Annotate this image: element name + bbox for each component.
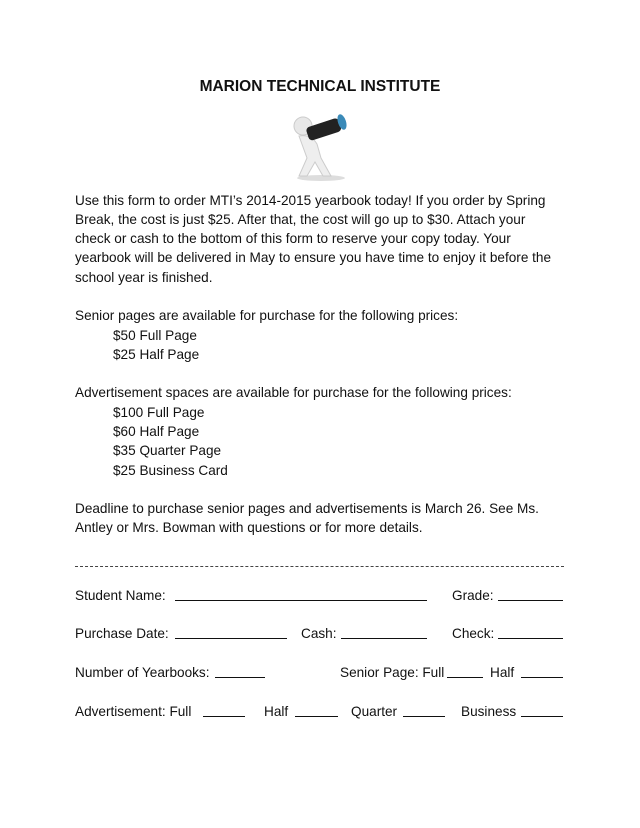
ad-price: $25 Business Card	[113, 463, 228, 478]
ad-price: $35 Quarter Page	[113, 443, 222, 458]
page-title: MARION TECHNICAL INSTITUTE	[199, 78, 441, 95]
grade-field[interactable]	[498, 586, 563, 601]
ad-quarter-field[interactable]	[403, 702, 445, 717]
cut-line	[75, 566, 564, 567]
intro-line: Break, the cost is just $25. After that, the cost will go up to $30. Attach your	[75, 212, 526, 227]
ad-business-label: Business	[461, 704, 517, 719]
deadline-line: Deadline to purchase senior pages and advertisements is March 26. See Ms.	[75, 501, 539, 516]
check-field[interactable]	[498, 624, 563, 639]
ad-half-field[interactable]	[295, 702, 338, 717]
senior-price: $25 Half Page	[113, 347, 200, 362]
ad-quarter-label: Quarter	[351, 704, 398, 719]
intro-line: check or cash to the bottom of this form to reserve your copy today. Your	[75, 231, 511, 246]
grade-label: Grade:	[452, 588, 494, 603]
photographer-figure-image	[285, 110, 357, 182]
senior-page-half-field[interactable]	[521, 663, 563, 678]
student-name-field[interactable]	[175, 586, 427, 601]
purchase-date-field[interactable]	[175, 624, 287, 639]
check-label: Check:	[452, 626, 495, 641]
num-yearbooks-label: Number of Yearbooks:	[75, 665, 210, 680]
senior-page-half-label: Half	[490, 665, 515, 680]
ads-heading: Advertisement spaces are available for purchase for the following prices:	[75, 385, 512, 400]
num-yearbooks-field[interactable]	[215, 663, 265, 678]
ad-price: $100 Full Page	[113, 405, 205, 420]
ad-full-label: Advertisement: Full	[75, 704, 192, 719]
intro-line: yearbook will be delivered in May to ensure you have time to enjoy it before the	[75, 250, 552, 265]
deadline-line: Antley or Mrs. Bowman with questions or for more details.	[75, 520, 423, 535]
ad-half-label: Half	[264, 704, 289, 719]
ad-full-field[interactable]	[203, 702, 245, 717]
intro-line: Use this form to order MTI’s 2014-2015 yearbook today! If you order by Spring	[75, 193, 546, 208]
senior-page-full-field[interactable]	[447, 663, 483, 678]
cash-label: Cash:	[301, 626, 337, 641]
ad-business-field[interactable]	[521, 702, 563, 717]
purchase-date-label: Purchase Date:	[75, 626, 169, 641]
senior-price: $50 Full Page	[113, 328, 197, 343]
cash-field[interactable]	[341, 624, 427, 639]
student-name-label: Student Name:	[75, 588, 166, 603]
intro-line: school year is finished.	[75, 270, 213, 285]
senior-page-full-label: Senior Page: Full	[340, 665, 445, 680]
ad-price: $60 Half Page	[113, 424, 200, 439]
senior-heading: Senior pages are available for purchase for the following prices:	[75, 308, 459, 323]
